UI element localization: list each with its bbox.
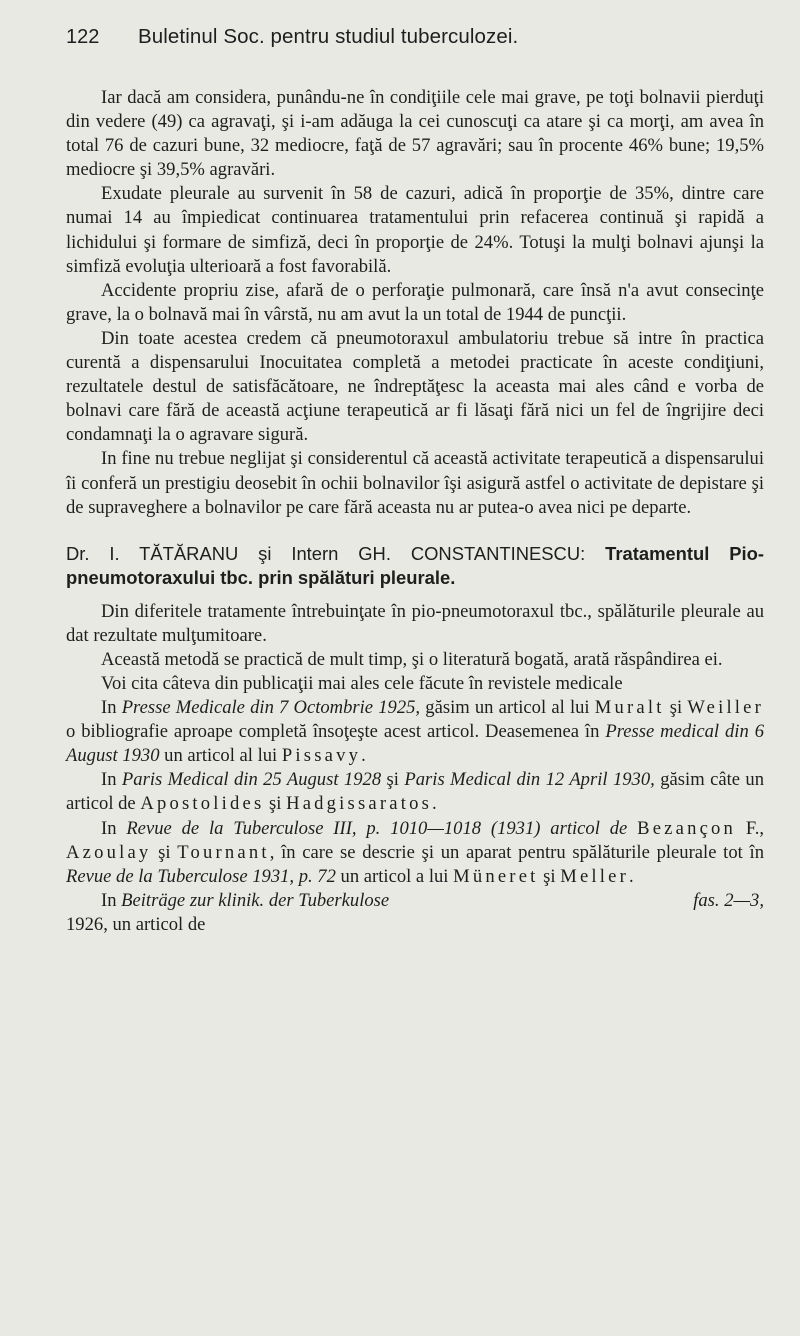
text-run: o bibliografie aproape completă însoţeşte acest articol. Deasemenea în — [66, 721, 606, 743]
text-run: găsim un articol al lui — [420, 697, 595, 719]
article-title: Tratamentul Pio-pneumotoraxului tbc. prin spălături pleurale. — [66, 542, 764, 588]
citation: Beiträge zur klinik. der Tuberkulose — [121, 889, 390, 911]
citation: Presse medical din 6 August 1930 — [66, 721, 764, 767]
author-name: Tournant — [177, 841, 270, 863]
paragraph: In fine nu trebue neglijat şi considerentul că această activitate terapeutică a dispensarului îi conferă un prestigiu deosebit în ochii bolnavilor îşi asigură astfel o activitate de depistare şi de supraveghere a bolnavilor pe care fără aceasta nu ar putea-o avea nici pe departe. — [66, 448, 764, 518]
citation: Revue de la Tuberculose III, p. 1010—1018 (1931) articol de — [126, 817, 628, 839]
author-name: Hadgissaratos — [286, 793, 433, 815]
text-run: şi — [538, 865, 561, 887]
text-run: . — [432, 793, 437, 815]
citation-issue: fas. 2—3, — [693, 889, 764, 911]
paragraph: Voi cita câteva din publicaţii mai ales cele făcute în revistele medicale — [101, 672, 623, 694]
text-run: In — [101, 889, 122, 911]
text-run: un articol al lui — [159, 745, 282, 767]
text-run: In — [101, 769, 122, 791]
text-run: In — [101, 697, 122, 719]
author-name: Weiller — [687, 697, 765, 719]
paragraph: Exudate pleurale au survenit în 58 de cazuri, adică în proporţie de 35%, dintre care numai 14 au împiedicat continuarea tratamentului prin refacerea continuă şi rapidă a lichidului şi formare de simfiză, deci în proporţie de 24%. Totuşi la mulţi bolnavi ajunşi la simfiză evoluţia ulterioară a fost favorabilă. — [66, 183, 764, 277]
page-number: 122 — [66, 26, 100, 48]
paragraph — [66, 768, 764, 816]
paragraph: Iar dacă am considera, punându-ne în condiţiile cele mai grave, pe toţi bolnavii pierduţi din vedere (49) ca agravaţi, şi i-am adăuga la cei cunoscuţi ca atare şi ca morţi, am avea în total 76 de cazuri bune, 32 mediocre, faţă de 57 agravări; sau în procente 46% bune; 19,5% mediocre şi 39,5% agravări. — [66, 87, 764, 181]
paragraph — [66, 889, 764, 937]
author-name: Bezançon — [637, 817, 737, 839]
text-run: , în care se descrie şi un aparat pentru spălăturile pleurale tot în — [269, 841, 765, 863]
paragraph — [66, 817, 764, 889]
citation: Revue de la Tuberculose 1931, p. 72 — [66, 865, 336, 887]
text-run — [627, 818, 637, 839]
text-run: 1926, un articol de — [66, 913, 206, 935]
text-run: şi — [381, 769, 405, 791]
paragraph: Din diferitele tratamente întrebuinţate în pio-pneumotoraxul tbc., spălăturile pleurale au dat rezultate mulţumitoare. — [66, 600, 764, 646]
citation: Paris Medical din 12 April 1930, — [404, 769, 655, 791]
page-header — [66, 22, 766, 51]
citation: Presse Medicale din 7 Octombrie 1925, — [121, 697, 421, 719]
author-name: Azoulay — [66, 841, 152, 863]
text-run: un articol a lui — [335, 865, 454, 887]
text-run: găsim câte un articol de — [66, 769, 765, 815]
article-authors: Dr. I. TĂTĂRANU şi Intern GH. CONSTANTINESCU: — [66, 542, 586, 564]
author-name: Müneret — [453, 865, 539, 887]
author-name: Muralt — [594, 697, 665, 719]
text-run: F., — [736, 817, 764, 839]
text-run: In — [101, 817, 127, 839]
text-run: şi — [264, 793, 287, 815]
author-name: Apostolides — [140, 793, 265, 815]
author-name: Pissavy — [281, 745, 362, 767]
text-run: şi — [664, 697, 688, 719]
paragraph: Această metodă se practică de mult timp, şi o literatură bogată, arată răspândirea ei. — [101, 648, 723, 670]
article-heading — [66, 542, 764, 590]
citation: Paris Medical din 25 August 1928 — [121, 769, 382, 791]
text-run: . — [628, 865, 634, 887]
running-title: Buletinul Soc. pentru studiul tuberculozei. — [138, 25, 519, 48]
paragraph: Din toate acestea credem că pneumotoraxul ambulatoriu trebue să intre în practica curentă a dispensarului Inocuitatea completă a metodei practicate în aceste condiţiuni, rezultatele destul de satisfăcătoare, ne îndreptăţesc la aceasta mai ales când e vorba de bolnavi care fără de această acţiune terapeutică ar fi lăsaţi fără nici un fel de îngrijire deci condamnaţi la o agravare sigură. — [66, 327, 764, 446]
author-name: Meller — [560, 865, 629, 887]
text-run: şi — [151, 841, 178, 863]
body-text — [66, 86, 764, 937]
paragraph: Accidente propriu zise, afară de o perforaţie pulmonară, care însă n'a avut consecinţe grave, la o bolnavă mai în vârstă, nu am avut la un total de 1944 de puncţii. — [66, 279, 764, 325]
paragraph — [66, 696, 764, 768]
text-run: . — [361, 745, 366, 767]
